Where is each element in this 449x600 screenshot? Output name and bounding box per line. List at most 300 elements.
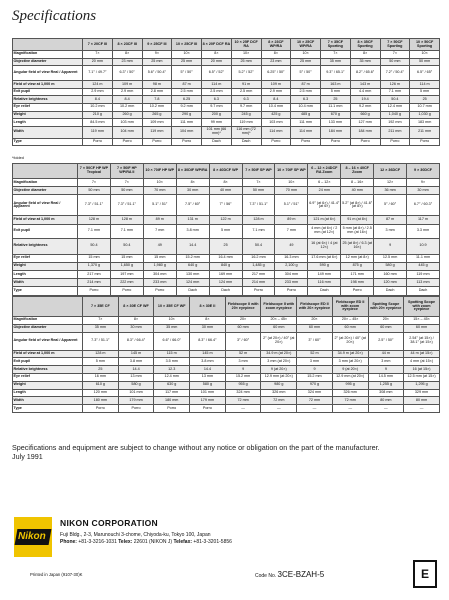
table-row — [13, 381, 440, 389]
table-cell: 3 mm — [297, 358, 333, 366]
table-cell: 6.5° / 52° — [202, 66, 232, 81]
table-cell: 116 mm — [308, 279, 341, 287]
column-header — [13, 164, 78, 179]
table-cell: 590 g — [308, 262, 341, 270]
table-cell: Dach — [308, 287, 341, 295]
table-cell: 143 m — [350, 81, 380, 89]
table-cell: 16.4 mm — [209, 254, 242, 262]
table-cell: 580 g — [374, 262, 407, 270]
table-cell: 44 m — [368, 350, 404, 358]
row-label: Weight — [13, 262, 78, 270]
row-label: Eye relief — [13, 254, 78, 262]
table-cell: Porro — [154, 405, 190, 413]
table-cell: 640 g — [176, 262, 209, 270]
table-cell: 128 m — [78, 216, 111, 224]
table-cell: 840 g — [209, 262, 242, 270]
table-cell: 25 — [83, 366, 119, 374]
table-cell: 9 — [225, 366, 261, 374]
table-cell: 2.5 mm — [172, 88, 202, 96]
table-cell: 326 mm — [261, 389, 297, 397]
table-cell: 6.25 — [172, 96, 202, 104]
table-row — [13, 126, 440, 138]
column-header: 9 × 25CF III — [142, 39, 172, 51]
table-cell: 2.9 mm — [261, 88, 291, 96]
table-cell: Porro — [321, 138, 351, 146]
disclaimer-text: Specifications and equipment are subject to change without any notice or obligation on the part of the manufacturer. — [12, 443, 380, 452]
table-cell: 124 m — [83, 81, 113, 89]
edition-box: E — [413, 560, 437, 588]
table-cell: 17.6 mm (at 6×) — [308, 254, 341, 262]
table-cell: 7× — [83, 317, 119, 325]
table-cell: 7 mm — [275, 224, 308, 238]
table-cell: 9.2 mm — [350, 103, 380, 111]
row-label: Exit pupil — [13, 224, 78, 238]
logo-text: Nikon — [18, 531, 46, 542]
table-row — [13, 238, 440, 254]
row-label: Angular field of view Real / Apparent — [13, 195, 78, 216]
table-cell: 3° / 60° — [225, 332, 261, 350]
table-cell: 87 m — [374, 216, 407, 224]
table-cell: 119 mm — [142, 126, 172, 138]
table-cell: 113 mm — [407, 279, 440, 287]
table-cell: 180 mm — [83, 397, 119, 405]
table-cell: 20× — [368, 317, 404, 325]
column-header: Spotting Scope with zoom eyepiece — [404, 297, 440, 317]
table-cell: Porro — [110, 287, 143, 295]
table-cell: 16 (at 15×) — [404, 366, 440, 374]
table-cell: 6.3° / 50° — [112, 66, 142, 81]
table-cell: 8× — [202, 51, 232, 59]
table-cell: 9× — [142, 51, 172, 59]
table-cell: 16 mm — [83, 373, 119, 381]
table-row — [13, 254, 440, 262]
table-cell: 8.3° / 66.4° — [190, 332, 226, 350]
table-cell: 91 m (at 8×) — [341, 216, 374, 224]
row-label: Magnification — [13, 179, 78, 187]
table-cell: Porro — [410, 138, 440, 146]
table-cell: 35 mm — [350, 58, 380, 66]
table-cell: Porro — [380, 138, 410, 146]
table-cell: 7.1° / 49.7° — [83, 66, 113, 81]
table-cell: 5 mm — [321, 88, 351, 96]
table-cell: 184 mm — [321, 126, 351, 138]
row-label: Weight — [13, 381, 83, 389]
table-cell: 8× — [176, 179, 209, 187]
table-cell: 104 mm — [172, 126, 202, 138]
table-cell: 34.9 m (at 20×) — [261, 350, 297, 358]
column-header: 8 × 35CF Sporting — [350, 39, 380, 51]
column-header: 8 – 16 × 40CF Zoom — [341, 164, 374, 179]
row-label: Field of view at 1,000 m — [13, 81, 83, 89]
table-cell: — — [225, 405, 261, 413]
table-cell: 214 mm — [78, 279, 111, 287]
table-cell: 98 m — [142, 81, 172, 89]
table-cell: 80 mm — [368, 397, 404, 405]
row-label: Width — [13, 397, 83, 405]
table-cell: 104 mm — [112, 126, 142, 138]
table-cell: 211 mm — [380, 126, 410, 138]
column-header: Fieldscope II with zoom eyepiece — [261, 297, 297, 317]
table-cell: 8× — [118, 317, 154, 325]
table-cell: 25 — [321, 96, 351, 104]
table-cell: 14.4 — [190, 366, 226, 374]
folded-note: *folded — [12, 156, 24, 160]
table-cell: 20× – 45× — [261, 317, 297, 325]
row-label: Eye relief — [13, 373, 83, 381]
table-cell: 72 mm — [261, 397, 297, 405]
table-cell: 630 g — [154, 381, 190, 389]
table-cell: 169 mm — [209, 270, 242, 278]
table-cell: Porro — [118, 405, 154, 413]
table-cell: 89 m — [143, 216, 176, 224]
table-cell: 163 m — [321, 81, 351, 89]
table-cell: 60 mm — [261, 324, 297, 332]
table-cell: Porro — [112, 138, 142, 146]
table-cell: 128 m — [83, 350, 119, 358]
table-cell: Porro — [83, 138, 113, 146]
table-cell: 49 — [143, 238, 176, 254]
table-cell: 15 mm — [78, 254, 111, 262]
company-name: NIKON CORPORATION — [60, 518, 158, 528]
table-cell: 16 (at 6×) / 4 (at 12×) — [308, 238, 341, 254]
table-cell: 4.4 mm — [350, 88, 380, 96]
table-cell: 122 m — [209, 216, 242, 224]
nikon-logo — [14, 517, 52, 557]
table-cell: 14.4 — [118, 366, 154, 374]
table-cell: 7.3° / 51.1° — [110, 195, 143, 216]
table-cell: 183 mm — [410, 119, 440, 127]
table-cell: 70 mm — [143, 187, 176, 195]
table-cell: 9.3° / 65.1° — [321, 66, 351, 81]
table-cell: 445 g — [407, 262, 440, 270]
row-label: Angular field of view Real / Apparent — [13, 66, 83, 81]
table-cell: Porro — [143, 287, 176, 295]
table-cell: 12× — [374, 179, 407, 187]
table-cell: 30 mm — [118, 324, 154, 332]
table-cell: 50 mm — [410, 58, 440, 66]
table-cell: 101 mm — [190, 389, 226, 397]
table-cell: 72 mm — [225, 397, 261, 405]
column-header: 7 × 50CF HP WP Tropical — [78, 164, 111, 179]
table-cell: 304 mm — [143, 270, 176, 278]
table-row — [13, 397, 440, 405]
table-cell: 3.8 mm — [190, 358, 226, 366]
column-header: 6 – 12 × 24DCF RA Zoom — [308, 164, 341, 179]
table-cell: 20× — [225, 317, 261, 325]
table-cell: 60 mm — [225, 324, 261, 332]
table-cell: Porro — [261, 138, 291, 146]
table-cell: 580 g — [118, 381, 154, 389]
table-cell: 10.2 mm — [112, 103, 142, 111]
table-cell: 9 — [374, 238, 407, 254]
table-row — [13, 111, 440, 119]
table-cell: 3.8 mm — [176, 224, 209, 238]
table-cell: 111 mm — [291, 119, 321, 127]
table-cell: 117 m — [407, 216, 440, 224]
table-cell: 13 mm — [190, 373, 226, 381]
row-label: Objective diameter — [13, 324, 83, 332]
table-cell: 60 mm — [332, 324, 368, 332]
table-cell: 12.5 mm (at 15×) — [404, 373, 440, 381]
column-header: 8 × 30E II — [190, 297, 226, 317]
table-row — [13, 88, 440, 96]
table-row — [13, 195, 440, 216]
table-cell: 72 mm — [297, 397, 333, 405]
table-row — [13, 405, 440, 413]
table-cell: 425 g — [261, 111, 291, 119]
table-cell: 5.2° (at 8×) / 41.6° (at 8×) — [341, 195, 374, 216]
table-cell: 245 g — [231, 111, 261, 119]
table-cell: 133 mm — [321, 119, 351, 127]
table-cell: 99 mm — [202, 119, 232, 127]
table-row — [13, 216, 440, 224]
page-title: Specifications — [12, 8, 97, 24]
table-cell: 326 mm — [332, 389, 368, 397]
table-cell: 145 m — [118, 350, 154, 358]
table-cell: 260 g — [112, 111, 142, 119]
table-cell: 10× — [275, 179, 308, 187]
table-cell: 5.1° / 51° — [143, 195, 176, 216]
table-cell: 6.5° / 65° — [410, 66, 440, 81]
table-cell: 8.4 — [83, 96, 113, 104]
table-cell: 2.8 mm — [142, 88, 172, 96]
table-cell: 6.3 — [202, 96, 232, 104]
table-cell: 3.8 mm — [118, 358, 154, 366]
table-cell: 3.3 mm — [407, 224, 440, 238]
table-cell: 15.2 mm — [297, 373, 333, 381]
table-cell: 2.5 mm — [291, 88, 321, 96]
table-cell: 117 mm — [154, 389, 190, 397]
column-header: Spotting Scope with 20× eyepiece — [368, 297, 404, 317]
table-cell: 10× — [291, 51, 321, 59]
table-cell: 30 mm — [407, 187, 440, 195]
table-cell: 7.3° / 51.1° — [78, 195, 111, 216]
table-cell: 119 mm — [83, 126, 113, 138]
table-cell: 40 mm — [341, 187, 374, 195]
table-cell: 4 mm (at 6×) / 2 mm (at 12×) — [308, 224, 341, 238]
table-cell: 128 m — [110, 216, 143, 224]
table-cell: 8× — [112, 51, 142, 59]
table-row — [13, 262, 440, 270]
table-cell: 35 mm — [321, 58, 351, 66]
table-row — [13, 119, 440, 127]
table-cell: 1,030 g — [410, 111, 440, 119]
table-cell: 10× — [231, 51, 261, 59]
table-cell: 84.5 mm — [83, 119, 113, 127]
table-cell: 3.5 mm — [154, 358, 190, 366]
telex-label: Telex: — [118, 539, 133, 545]
table-cell: 10.9 — [407, 238, 440, 254]
table-cell: 4 mm (at 15×) — [404, 358, 440, 366]
table-cell: 11.1 mm — [321, 103, 351, 111]
column-header: 7 × 50IF HP WP/RA II — [110, 164, 143, 179]
table-cell: 10.4 mm — [261, 103, 291, 111]
table-cell: 5 mm — [410, 88, 440, 96]
table-cell: 44 m (at 15×) — [404, 350, 440, 358]
table-cell: 7.1 mm — [110, 224, 143, 238]
table-cell: 87 m — [172, 81, 202, 89]
table-cell: 15× – 45× — [404, 317, 440, 325]
table-cell: 12.5 mm — [374, 254, 407, 262]
table-cell: 6.9° (at 6×) / 41.4° (at 6×) — [308, 195, 341, 216]
column-header: 12 × 36DCF — [374, 164, 407, 179]
column-header: 10 × 25CF WP/RA — [291, 39, 321, 51]
table-cell: 114 m — [202, 81, 232, 89]
table-cell: 7.5° / 60° — [176, 195, 209, 216]
table-cell: 3 mm — [225, 358, 261, 366]
table-cell: — — [332, 405, 368, 413]
table-cell: 304 mm — [275, 270, 308, 278]
table-cell: 25 mm — [142, 58, 172, 66]
table-cell: 119 mm — [231, 119, 261, 127]
table-cell: 1,370 g — [78, 262, 111, 270]
company-address: Fuji Bldg., 2-3, Marunouchi 3-chome, Chiyoda-ku, Tokyo 100, Japan — [60, 532, 211, 538]
table-row — [13, 373, 440, 381]
table-cell: Dach — [176, 287, 209, 295]
row-label: Exit pupil — [13, 358, 83, 366]
table-cell: 7× — [321, 51, 351, 59]
column-header: 10 × 70IF HP WP — [143, 164, 176, 179]
column-header: 7 × 50CF Sporting — [380, 39, 410, 51]
telefax-label: Telefax: — [173, 539, 193, 545]
table-cell: 23 mm — [112, 58, 142, 66]
table-cell: 6.25° / 50° — [261, 66, 291, 81]
table-cell: 101 mm (66 mm)* — [202, 126, 232, 138]
table-cell: 197 mm — [110, 270, 143, 278]
table-cell: 875 g — [341, 262, 374, 270]
table-cell: 109 m — [112, 81, 142, 89]
table-cell: 233 mm — [275, 279, 308, 287]
table-cell: 25 mm — [291, 58, 321, 66]
column-header: 7 × 50IF SP WP — [242, 164, 275, 179]
table-cell: 10.2 mm — [142, 103, 172, 111]
table-cell: 149 mm — [308, 270, 341, 278]
table-cell: 50.4 — [110, 238, 143, 254]
table-cell: 12 mm (at 8×) — [341, 254, 374, 262]
table-cell: 50.4 — [242, 238, 275, 254]
table-cell: 12.3 — [154, 366, 190, 374]
table-cell: 265 g — [142, 111, 172, 119]
table-cell: 24 mm — [308, 187, 341, 195]
table-cell: 20× – 45× — [332, 317, 368, 325]
table-cell: 114 m — [410, 81, 440, 89]
column-header: 10 × 50CF Sporting — [410, 39, 440, 51]
table-row — [13, 358, 440, 366]
table-cell: Dach — [374, 287, 407, 295]
row-label: Length — [13, 389, 83, 397]
table-cell: 7° / 56° — [209, 195, 242, 216]
table-cell: 3 mm (at 20×) — [261, 358, 297, 366]
column-header: 10 × 25CF III — [172, 39, 202, 51]
table-cell: 214 mm — [242, 279, 275, 287]
table-cell: 120 mm — [83, 389, 119, 397]
table-cell: 9.7 mm — [231, 103, 261, 111]
telefax-number: +81-3-3201-5856 — [193, 539, 232, 545]
table-cell: — — [368, 405, 404, 413]
column-header — [13, 39, 83, 51]
phone-label: Phone: — [60, 539, 77, 545]
table-cell: 87 m — [291, 81, 321, 89]
table-cell: 2° (at 20×) / 40° (at 20×) — [261, 332, 297, 350]
table-cell: 6.7° / 60.3° — [407, 195, 440, 216]
column-header: 8 × 40DCF WP — [209, 164, 242, 179]
table-cell: 23 mm — [261, 58, 291, 66]
column-header: Fieldscope ED II with 20× eyepiece — [297, 297, 333, 317]
table-cell: 580 g — [190, 381, 226, 389]
table-cell: 3° / 60° — [297, 332, 333, 350]
table-cell: 111 mm — [172, 119, 202, 127]
table-cell: 2.9 mm — [83, 88, 113, 96]
table-cell: 119 mm — [407, 270, 440, 278]
table-cell: 36 mm — [374, 187, 407, 195]
table-cell: 210 g — [83, 111, 113, 119]
table-cell: 126 m — [380, 81, 410, 89]
table-cell: 485 g — [291, 111, 321, 119]
table-cell: — — [261, 405, 297, 413]
table-cell: 9.7 mm — [202, 103, 232, 111]
table-cell: 7.3° / 51.1° — [242, 195, 275, 216]
table-cell: 128 m — [242, 216, 275, 224]
table-cell: 7.2° / 50.4° — [380, 66, 410, 81]
table-cell: 15.2 mm — [176, 254, 209, 262]
table-cell: Dach — [209, 287, 242, 295]
table-cell: Porro — [350, 138, 380, 146]
row-label: Magnification — [13, 317, 83, 325]
table-row — [13, 96, 440, 104]
table-cell: 2,100 g — [275, 262, 308, 270]
code-label: Code No. — [255, 573, 277, 579]
table-cell: 2.5 mm — [202, 88, 232, 96]
table-cell: 6.3 — [231, 96, 261, 104]
table-cell: Dach — [407, 287, 440, 295]
table-cell: 7.1 mm — [78, 224, 111, 238]
table-cell: 50 mm — [242, 187, 275, 195]
table-cell: 115 m — [154, 350, 190, 358]
table-cell: 5° / 60° — [374, 195, 407, 216]
table-cell: 70 mm — [275, 187, 308, 195]
table-cell: 19.4 — [350, 96, 380, 104]
table-cell: 660 g — [350, 111, 380, 119]
table-cell: — — [297, 405, 333, 413]
row-label: Length — [13, 119, 83, 127]
phone-number: +81-3-3216-1031 — [78, 539, 117, 545]
row-label: Type — [13, 138, 83, 146]
table-cell: 50 mm — [380, 58, 410, 66]
table-cell: 10× — [172, 51, 202, 59]
row-label: Magnification — [13, 51, 83, 59]
row-label: Field of view at 1,000 m — [13, 350, 83, 358]
table-cell: 2.5 mm — [231, 88, 261, 96]
row-label: Length — [13, 270, 78, 278]
table-cell: 5.1° / 51° — [275, 195, 308, 216]
table-cell: 222 mm — [110, 279, 143, 287]
table-cell: 10.2 mm — [83, 103, 113, 111]
table-cell: 198 mm — [341, 279, 374, 287]
table-cell: 10× — [410, 51, 440, 59]
table-cell: 124 mm — [209, 279, 242, 287]
table-cell: 25 mm — [172, 58, 202, 66]
table-cell: 60 mm — [297, 324, 333, 332]
table-cell: 7 mm — [143, 224, 176, 238]
column-header: 8 × 30DIF WP/RA — [176, 164, 209, 179]
table-cell: 970 g — [297, 381, 333, 389]
table-cell: Porro — [78, 287, 111, 295]
table-cell: 2.9 mm — [112, 88, 142, 96]
table-cell: 1,255 g — [368, 381, 404, 389]
table-cell: 180 mm — [154, 397, 190, 405]
table-cell: 5 mm (at 8×) / 2.5 mm (at 16×) — [341, 224, 374, 238]
table-cell: 9.2 mm — [172, 103, 202, 111]
